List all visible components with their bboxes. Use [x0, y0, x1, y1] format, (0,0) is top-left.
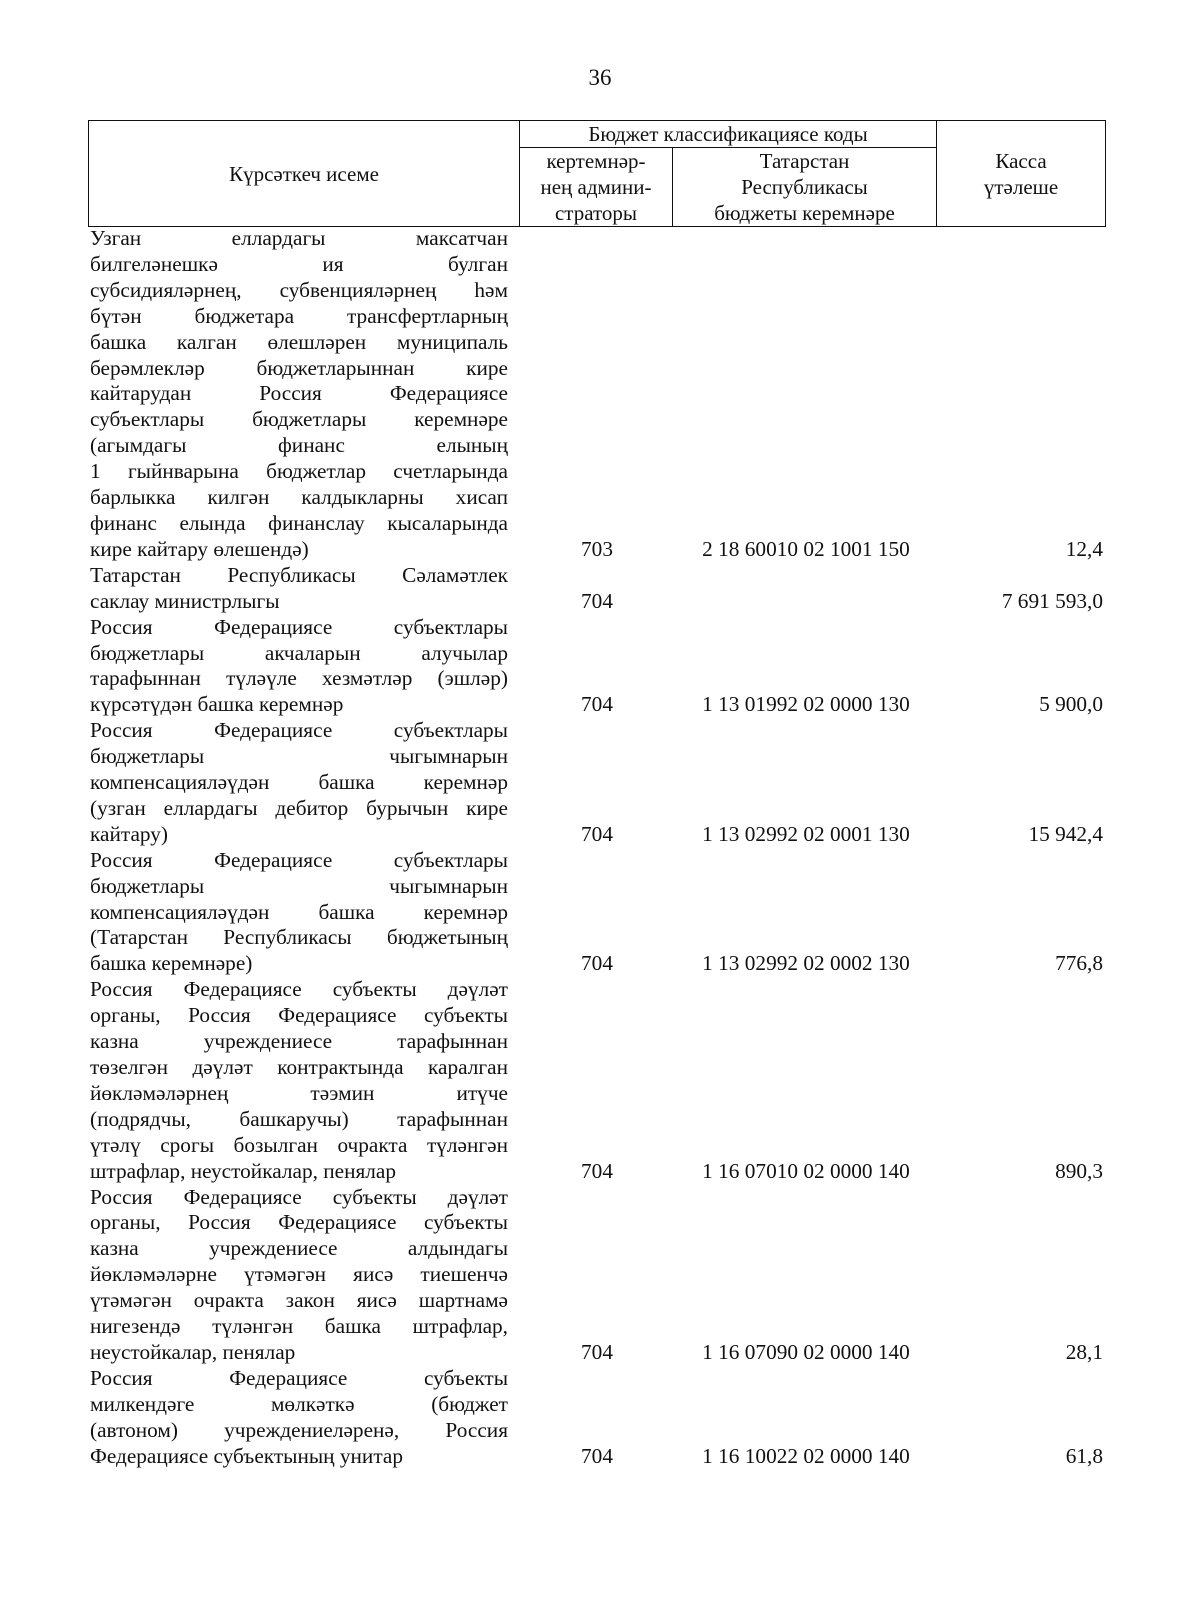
administrator-code: 704 — [581, 1158, 613, 1183]
budget-table-header — [88, 120, 1106, 227]
indicator-name-line: Россия Федерациясе субъектлары — [90, 718, 508, 743]
indicator-name-line: бюджетлары чыгымнарын — [90, 873, 508, 898]
indicator-name-line: 1 гыйнварына бюджетлар счетларында — [90, 459, 508, 484]
indicator-name-line: (подрядчы, башкаручы) тарафыннан — [90, 1106, 508, 1131]
administrator-code: 704 — [581, 1339, 613, 1364]
indicator-name-line: органы, Россия Федерациясе субъекты — [90, 1003, 508, 1028]
header-admin-line: нең админи- — [540, 175, 652, 199]
administrator-code: 704 — [581, 692, 613, 717]
indicator-name-line: башка керемнәре) — [90, 951, 253, 976]
cash-execution-amount: 15 942,4 — [1028, 821, 1103, 846]
indicator-name-line: (узган еллардагы дебитор бурычын кире — [90, 795, 508, 820]
indicator-name-line: милкендәге мөлкәткә (бюджет — [90, 1391, 508, 1416]
budget-revenue-code: 1 13 02992 02 0001 130 — [702, 821, 910, 846]
indicator-name-line: үтәмәгән очракта закон яисә шартнамә — [90, 1288, 508, 1313]
indicator-name-line: төзелгән дәүләт контрактында каралган — [90, 1055, 508, 1079]
indicator-name-line: күрсәтүдән башка керемнәр — [90, 692, 344, 717]
table-row — [90, 615, 1105, 719]
indicator-name — [90, 1185, 508, 1366]
indicator-name-line: йөкләмәләрне үтәмәгән яисә тиешенчә — [90, 1262, 508, 1287]
indicator-name-line: Татарстан Республикасы Сәламәтлек — [90, 562, 508, 587]
indicator-name-line: (Татарстан Республикасы бюджетының — [90, 925, 508, 950]
indicator-name — [90, 563, 508, 615]
indicator-name-line: казна учреждениесе алдындагы — [90, 1236, 508, 1261]
cash-execution-amount: 776,8 — [1055, 951, 1103, 976]
indicator-name-line: компенсацияләүдән башка керемнәр — [90, 899, 508, 924]
indicator-name — [90, 977, 508, 1184]
table-row — [90, 977, 1105, 1184]
budget-table-body — [90, 226, 1105, 1470]
table-row — [90, 1185, 1105, 1366]
indicator-name-line: финанс елында финанслау кысаларында — [90, 510, 508, 535]
administrator-code: 703 — [581, 536, 613, 561]
indicator-name-line: субсидияләрнең, субвенцияләрнең һәм — [90, 277, 508, 302]
indicator-name-line: Россия Федерациясе субъекты дәүләт — [90, 977, 508, 1002]
indicator-name-line: саклау министрлыгы — [90, 588, 280, 613]
table-row — [90, 1366, 1105, 1470]
indicator-name-line: йөкләмәләрнең тәэмин итүче — [90, 1080, 508, 1105]
indicator-name-line: Узган еллардагы максатчан — [90, 226, 508, 250]
administrator-code: 704 — [581, 951, 613, 976]
indicator-name-line: бюджетлары акчаларын алучылар — [90, 640, 508, 665]
indicator-name-line: кайтарудан Россия Федерациясе — [90, 381, 508, 406]
budget-revenue-code: 1 13 01992 02 0000 130 — [702, 692, 910, 717]
indicator-name-line: Россия Федерациясе субъектлары — [90, 614, 508, 639]
indicator-name-line: барлыкка килгән калдыкларны хисап — [90, 485, 508, 510]
header-budget-classification-code: Бюджет классификациясе коды — [520, 121, 937, 148]
indicator-name — [90, 226, 508, 563]
indicator-name-line: кайтару) — [90, 821, 169, 846]
indicator-name-line: тарафыннан түләүле хезмәтләр (эшләр) — [90, 666, 508, 691]
indicator-name-line: казна учреждениесе тарафыннан — [90, 1029, 508, 1054]
indicator-name-line: (автоном) учреждениеләренә, Россия — [90, 1417, 508, 1442]
budget-revenue-code: 1 16 10022 02 0000 140 — [702, 1443, 910, 1468]
budget-revenue-code: 1 13 02992 02 0002 130 — [702, 951, 910, 976]
header-admin-line: кертемнәр- — [546, 149, 646, 173]
cash-execution-amount: 28,1 — [1065, 1339, 1103, 1364]
table-row — [90, 848, 1105, 978]
cash-execution-amount: 7 691 593,0 — [1001, 588, 1103, 613]
indicator-name-line: бүтән бюджетара трансфертларның — [90, 303, 508, 328]
header-republic-budget-revenues — [673, 148, 937, 227]
indicator-name-line: органы, Россия Федерациясе субъекты — [90, 1210, 508, 1235]
administrator-code: 704 — [581, 588, 613, 613]
page-number: 36 — [588, 65, 612, 90]
header-amount-line: Касса — [995, 148, 1047, 173]
indicator-name-line: компенсацияләүдән башка керемнәр — [90, 770, 508, 795]
header-code-line: Татарстан — [759, 149, 850, 173]
cash-execution-amount: 12,4 — [1065, 536, 1103, 561]
budget-revenue-code: 1 16 07010 02 0000 140 — [702, 1158, 910, 1183]
header-amount-line: үтәлеше — [983, 174, 1059, 199]
indicator-name-line: бюджетлары чыгымнарын — [90, 744, 508, 769]
administrator-code: 704 — [581, 1443, 613, 1468]
header-indicator-name: Күрсәткеч исеме — [89, 121, 520, 227]
header-admin-line: страторы — [554, 201, 638, 225]
header-code-line: Республикасы — [741, 175, 868, 199]
administrator-code: 704 — [581, 821, 613, 846]
indicator-name-line: штрафлар, неустойкалар, пенялар — [90, 1158, 397, 1183]
indicator-name-line: субъектлары бюджетлары керемнәре — [90, 407, 508, 432]
table-row — [90, 563, 1105, 615]
indicator-name-line: берәмлекләр бюджетларыннан кире — [90, 355, 508, 380]
indicator-name-line: Россия Федерациясе субъекты — [90, 1365, 508, 1390]
indicator-name — [90, 615, 508, 719]
indicator-name — [90, 718, 508, 848]
cash-execution-amount: 890,3 — [1055, 1158, 1103, 1183]
indicator-name-line: Россия Федерациясе субъекты дәүләт — [90, 1184, 508, 1209]
indicator-name-line: нигезендә түләнгән башка штрафлар, — [90, 1314, 508, 1339]
indicator-name — [90, 848, 508, 978]
indicator-name-line: кире кайтару өлешендә) — [90, 536, 309, 561]
header-code-line: бюджеты керемнәре — [714, 201, 895, 225]
indicator-name-line: неустойкалар, пенялар — [90, 1339, 296, 1364]
budget-revenue-code: 1 16 07090 02 0000 140 — [702, 1339, 910, 1364]
table-row — [90, 226, 1105, 563]
budget-revenue-code: 2 18 60010 02 1001 150 — [702, 536, 910, 561]
indicator-name-line: үтәлү срогы бозылган очракта түләнгән — [90, 1132, 508, 1157]
indicator-name-line: Россия Федерациясе субъектлары — [90, 847, 508, 872]
table-row — [90, 718, 1105, 848]
header-revenue-administrators — [520, 148, 673, 227]
indicator-name-line: билгеләнешкә ия булган — [90, 251, 508, 276]
header-cash-execution — [937, 121, 1106, 227]
indicator-name-line: башка калган өлешләрен муниципаль — [90, 329, 508, 354]
indicator-name — [90, 1366, 508, 1470]
cash-execution-amount: 61,8 — [1065, 1443, 1103, 1468]
indicator-name-line: (агымдагы финанс елының — [90, 433, 508, 458]
indicator-name-line: Федерациясе субъектының унитар — [90, 1443, 403, 1468]
cash-execution-amount: 5 900,0 — [1039, 692, 1103, 717]
